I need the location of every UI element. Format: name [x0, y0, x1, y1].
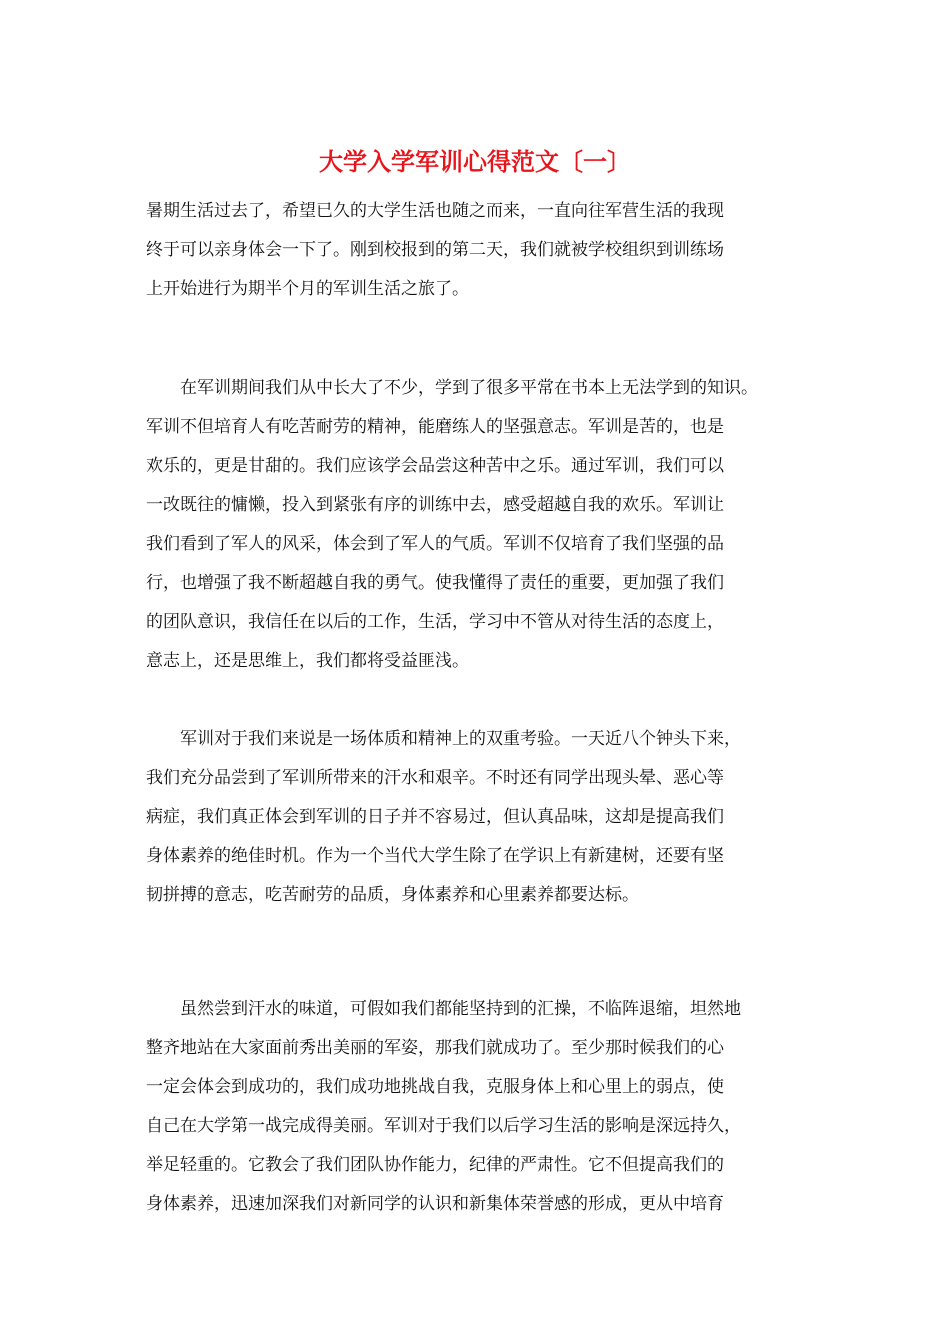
- paragraph-line: 在军训期间我们从中长大了不少，学到了很多平常在书本上无法学到的知识。: [146, 378, 758, 398]
- paragraph-line: 一改既往的慵懒，投入到紧张有序的训练中去，感受超越自我的欢乐。军训让: [146, 495, 724, 515]
- paragraph-line: 军训对于我们来说是一场体质和精神上的双重考验。一天近八个钟头下来，: [146, 729, 741, 749]
- paragraph-line: 暑期生活过去了，希望已久的大学生活也随之而来，一直向往军营生活的我现: [146, 201, 724, 221]
- paragraph-line: 一定会体会到成功的，我们成功地挑战自我，克服身体上和心里上的弱点，使: [146, 1077, 724, 1097]
- paragraph-line: 自己在大学第一战完成得美丽。军训对于我们以后学习生活的影响是深远持久，: [146, 1116, 741, 1136]
- paragraph-line: 欢乐的，更是甘甜的。我们应该学会品尝这种苦中之乐。通过军训，我们可以: [146, 456, 724, 476]
- paragraph-line: 军训不但培育人有吃苦耐劳的精神，能磨练人的坚强意志。军训是苦的，也是: [146, 417, 724, 437]
- paragraph-4: [146, 990, 814, 1224]
- paragraph-line: 整齐地站在大家面前秀出美丽的军姿，那我们就成功了。至少那时候我们的心: [146, 1038, 724, 1058]
- document-title: 大学入学军训心得范文〔一〕: [319, 147, 631, 176]
- paragraph-line: 终于可以亲身体会一下了。刚到校报到的第二天，我们就被学校组织到训练场: [146, 240, 724, 260]
- paragraph-1: [146, 192, 814, 309]
- paragraph-line: 举足轻重的。它教会了我们团队协作能力，纪律的严肃性。它不但提高我们的: [146, 1155, 724, 1175]
- paragraph-line: 我们充分品尝到了军训所带来的汗水和艰辛。不时还有同学出现头晕、恶心等: [146, 768, 724, 788]
- paragraph-line: 虽然尝到汗水的味道，可假如我们都能坚持到的汇操，不临阵退缩，坦然地: [146, 999, 741, 1019]
- paragraph-line: 意志上，还是思维上，我们都将受益匪浅。: [146, 651, 469, 671]
- paragraph-line: 身体素养的绝佳时机。作为一个当代大学生除了在学识上有新建树，还要有坚: [146, 846, 724, 866]
- paragraph-line: 的团队意识，我信任在以后的工作，生活，学习中不管从对待生活的态度上，: [146, 612, 724, 632]
- paragraph-line: 韧拼搏的意志，吃苦耐劳的品质，身体素养和心里素养都要达标。: [146, 885, 639, 905]
- paragraph-line: 行，也增强了我不断超越自我的勇气。使我懂得了责任的重要，更加强了我们: [146, 573, 724, 593]
- paragraph-2: [146, 369, 814, 681]
- paragraph-line: 我们看到了军人的风采，体会到了军人的气质。军训不仅培育了我们坚强的品: [146, 534, 724, 554]
- paragraph-line: 上开始进行为期半个月的军训生活之旅了。: [146, 279, 469, 299]
- paragraph-3: [146, 720, 814, 915]
- paragraph-line: 身体素养，迅速加深我们对新同学的认识和新集体荣誉感的形成，更从中培育: [146, 1194, 724, 1214]
- paragraph-line: 病症，我们真正体会到军训的日子并不容易过，但认真品味，这却是提高我们: [146, 807, 724, 827]
